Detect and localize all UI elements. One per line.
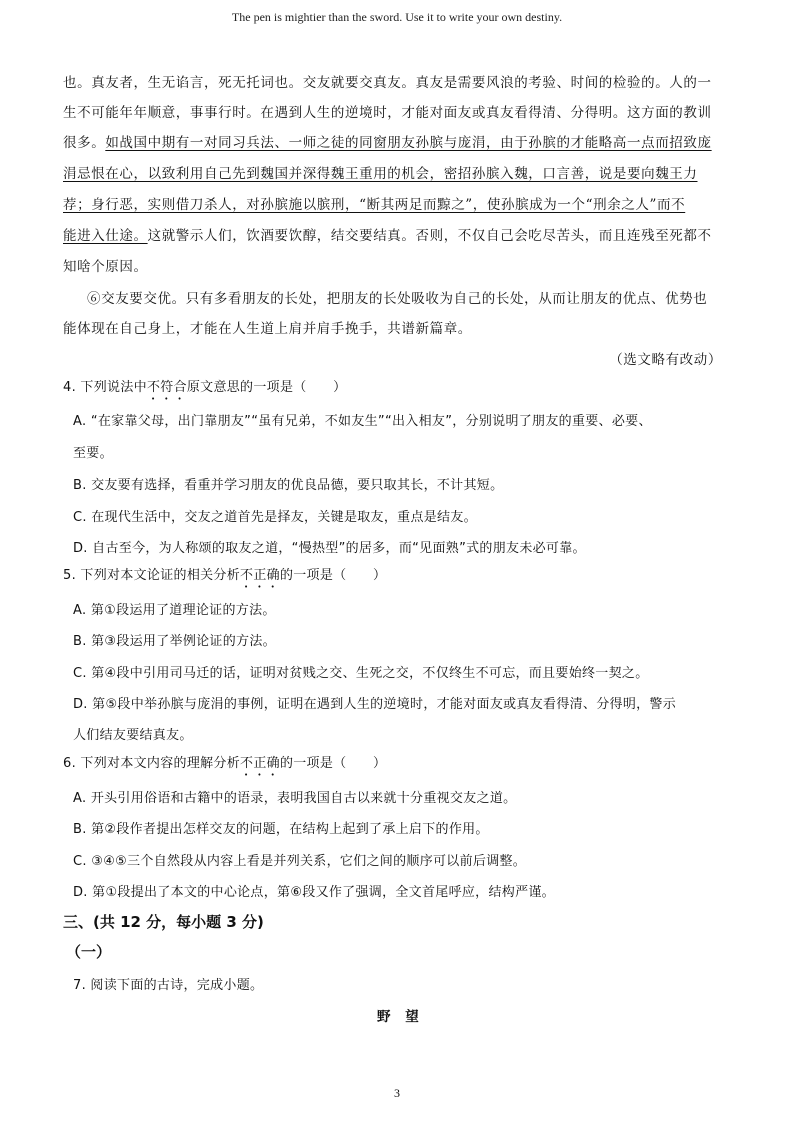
emphasis-text: 不正确 xyxy=(240,568,280,583)
question-7-stem: 7. 阅读下面的古诗，完成小题。 xyxy=(73,978,264,993)
passage-line-underlined: 荐；身行恶，实则借刀杀人，对孙膑施以膑刑，“断其两足而黥之”，使孙膑成为一个“刑余之人”而不 xyxy=(63,197,686,213)
passage-line: 能体现在自己身上，才能在人生道上肩并肩手挽手，共谱新篇章。 xyxy=(63,321,472,337)
option-b: B. 交友要有选择，看重并学习朋友的优良品德，要只取其长，不计其短。 xyxy=(73,478,504,493)
option-c: C. 在现代生活中，交友之道首先是择友，关键是取友，重点是结友。 xyxy=(73,510,477,525)
section-title: 三、(共 12 分，每小题 3 分) xyxy=(63,913,264,931)
passage-line: 生不可能年年顺意，事事行时。在遇到人生的逆境时，才能对面友或真友看得清、分得明。这方面的教训 xyxy=(63,105,712,121)
option-d: D. 自古至今，为人称颂的取友之道，“慢热型”的居多，而“见面熟”式的朋友未必可靠。 xyxy=(73,541,586,556)
paragraph-6: ⑥交友要交优。只有多看朋友的长处，把朋友的长处吸收为自己的长处，从而让朋友的优点、优势也 xyxy=(87,291,708,307)
question-stem: 6. 下列对本文内容的理解分析不正确的一项是（ ） xyxy=(63,756,387,771)
option-a-cont: 至要。 xyxy=(73,446,113,461)
option-d: D. 第⑤段中举孙膑与庞涓的事例，证明在遇到人生的逆境时，才能对面友或真友看得清、分得明，警示 xyxy=(73,697,677,712)
passage-line: 知啥个原因。 xyxy=(63,259,148,275)
emphasis-text: 不符合 xyxy=(146,380,187,395)
option-c: C. ③④⑤三个自然段从内容上看是并列关系，它们之间的顺序可以前后调整。 xyxy=(73,854,527,869)
passage-line: 能进入仕途。这就警示人们，饮酒要饮醇，结交要结真。否则，不仅自己会吃尽苦头，而且连残至死都不 xyxy=(63,228,712,244)
question-stem: 4. 下列说法中不符合原文意思的一项是（ ） xyxy=(63,380,347,395)
underlined-text: 如战国中期有一对同习兵法、一师之徒的同窗朋友孙膑与庞涓，由于孙膑的才能略高一点而招致庞 xyxy=(105,135,712,151)
question-stem: 5. 下列对本文论证的相关分析不正确的一项是（ ） xyxy=(63,568,387,583)
passage-line: 也。真友者，生无谄言，死无托词也。交友就要交真友。真友是需要风浪的考验、时间的检验的。人的一 xyxy=(63,75,712,91)
page-header: The pen is mightier than the sword. Use it to write your own destiny. xyxy=(231,10,563,24)
underlined-text: 能进入仕途。 xyxy=(63,228,148,244)
option-b: B. 第③段运用了举例论证的方法。 xyxy=(73,634,276,649)
option-a: A. 第①段运用了道理论证的方法。 xyxy=(73,603,276,618)
option-a: A. 开头引用俗语和古籍中的语录，表明我国自古以来就十分重视交友之道。 xyxy=(73,791,517,806)
source-note: （选文略有改动） xyxy=(609,352,722,368)
emphasis-text: 不正确 xyxy=(240,756,280,771)
subsection-title: （一） xyxy=(66,943,112,961)
passage-line-underlined: 涓忌恨在心，以致利用自己先到魏国并深得魏王重用的机会，密招孙膑入魏，口言善，说是要向魏王力 xyxy=(63,166,698,182)
option-c: C. 第④段中引用司马迁的话，证明对贫贱之交、生死之交，不仅终生不可忘，而且要始终一契之。 xyxy=(73,666,649,681)
passage-line: 很多。如战国中期有一对同习兵法、一师之徒的同窗朋友孙膑与庞涓，由于孙膑的才能略高一点而招致庞 xyxy=(63,135,712,151)
option-d-cont: 人们结友要结真友。 xyxy=(73,728,193,743)
poem-title: 野 望 xyxy=(377,1009,420,1025)
option-b: B. 第②段作者提出怎样交友的问题，在结构上起到了承上启下的作用。 xyxy=(73,822,489,837)
option-d: D. 第①段提出了本文的中心论点，第⑥段又作了强调，全文首尾呼应，结构严谨。 xyxy=(73,885,555,900)
option-a: A. “在家靠父母，出门靠朋友”“虽有兄弟，不如友生”“出入相友”，分别说明了朋友的重要、必要、 xyxy=(73,414,652,429)
page-number: 3 xyxy=(394,1086,400,1100)
